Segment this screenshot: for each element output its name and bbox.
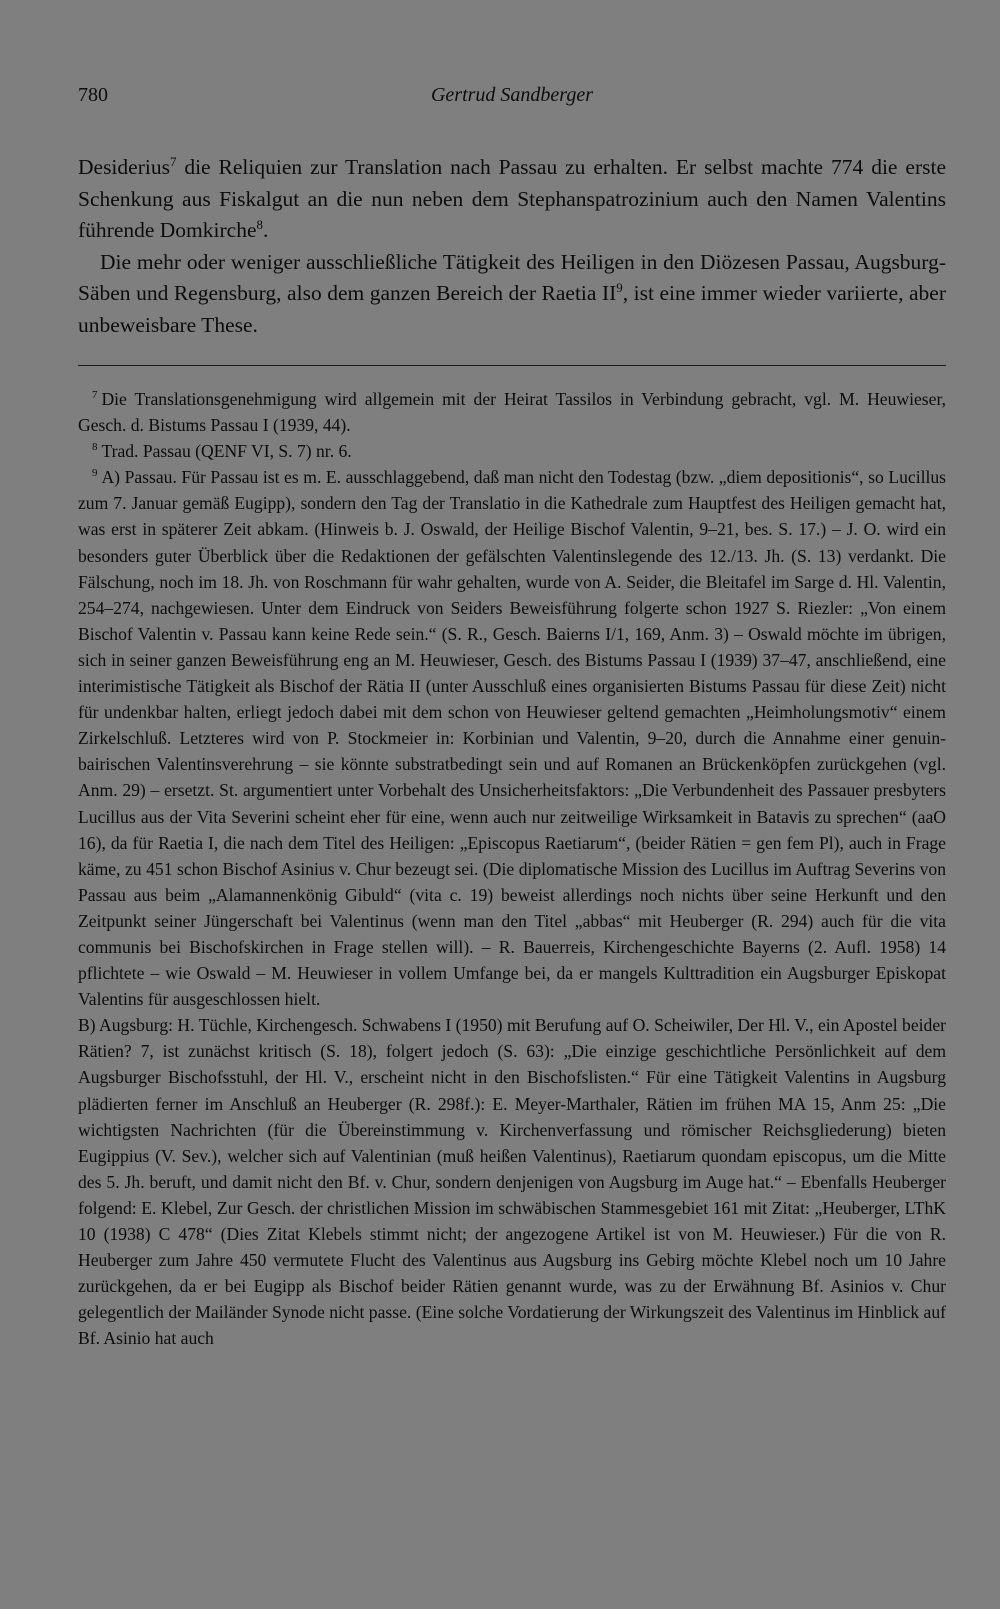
footnote-separator <box>78 365 946 366</box>
footnote-8 <box>78 438 946 464</box>
footnote-text: B) Augsburg: H. Tüchle, Kirchengesch. Schwabens I (1950) mit Berufung auf O. Scheiwiler, Der Hl. V., ein Apostel beider Rätien? 7, ist zunächst kritisch (S. 18), folgert jedoch (S. 63): „Die einzige geschichtliche Persönlichkeit auf dem Augsburger Bischofsstuhl, der Hl. V., erscheint nicht in den Bischofslisten.“ Für eine Tätigkeit Valentins in Augsburg plädierten ferner im Anschluß an Heuberger (R. 298f.): E. Meyer-Marthaler, Rätien im frühen MA 15, Anm 25: „Die wichtigsten Nachrichten (für die Übereinstimmung v. Kirchenverfassung und römischer Reichsgliederung) bieten Eugippius (V. Sev.), welcher sich auf Valentinian (muß heißen Valentinus), Raetiarum quondam episcopus, um die Mitte des 5. Jh. beruft, und damit nicht den Bf. v. Chur, sondern denjenigen von Augsburg im Auge hat.“ – Ebenfalls Heuberger folgend: E. Klebel, Zur Gesch. der christlichen Mission im schwäbischen Stammesgebiet 161 mit Zitat: „Heuberger, LThK 10 (1938) C 478“ (Dies Zitat Klebels stimmt nicht; der angezogene Artikel ist von M. Heuwieser.) Für die von R. Heuberger zum Jahre 450 vermutete Flucht des Valentinus aus Augsburg ins Gebirg möchte Klebel noch um 10 Jahre zurückgehen, da er bei Eugipp als Bischof beider Rätien genannt wurde, was zu der Erwähnung Bf. Asinios v. Chur gelegentlich der Mailänder Synode nicht passe. (Eine solche Vordatierung der Wirkungszeit des Valentinus im Hinblick auf Bf. Asinio hat auch <box>78 1015 946 1349</box>
footnote-9-continuation <box>78 1012 946 1351</box>
footnote-text: A) Passau. Für Passau ist es m. E. ausschlaggebend, daß man nicht den Todestag (bzw. „diem depositionis“, so Lucillus zum 7. Januar gemäß Eugipp), sondern den Tag der Translatio in die Kathedrale zum Hauptfest des Heiligen gemacht hat, was erst in späterer Zeit abkam. (Hinweis b. J. Oswald, der Heilige Bischof Valentin, 9–21, bes. S. 17.) – J. O. wird ein besonders guter Überblick über die Redaktionen der gefälschten Valentinslegende des 12./13. Jh. (S. 13) verdankt. Die Fälschung, noch im 18. Jh. von Roschmann für wahr gehalten, wurde von A. Seider, die Bleitafel im Sarge d. Hl. Valentin, 254–274, nachgewiesen. Unter dem Eindruck von Seiders Beweisführung folgerte schon 1927 S. Riezler: „Von einem Bischof Valentin v. Passau kann keine Rede sein.“ (S. R., Gesch. Baierns I/1, 169, Anm. 3) – Oswald möchte im übrigen, sich in seiner ganzen Beweisführung eng an M. Heuwieser, Gesch. des Bistums Passau I (1939) 37–47, anschließend, eine interimistische Tätigkeit als Bischof der Rätia II (unter Ausschluß eines organisierten Bistums Passau für diese Zeit) nicht für undenkbar halten, erliegt jedoch dabei mit dem schon von Heuwieser geltend gemachten „Heimholungsmotiv“ einem Zirkelschluß. Letzteres wird von P. Stockmeier in: Korbinian und Valentin, 9–20, durch die Annahme einer genuin-bairischen Valentinsverehrung – sie könnte substratbedingt sein und auf Romanen an Brückenköpfen zurückgehen (vgl. Anm. 29) – ersetzt. St. argumentiert unter Vorbehalt des Unsicherheitsfaktors: „Die Verbundenheit des Passauer presbyters Lucillus aus der Vita Severini scheint eher für eine, wenn auch nur zeitweilige Wirksamkeit in Batavis zu sprechen“ (aaO 16), da für Raetia I, die nach dem Titel des Heiligen: „Episcopus Raetiarum“, (beider Rätien = gen fem Pl), auch in Frage käme, zu 451 schon Bischof Asinius v. Chur bezeugt sei. (Die diplomatische Mission des Lucillus im Auftrag Severins von Passau aus beim „Alamannenkönig Gibuld“ (vita c. 19) beweist allerdings noch nichts über seine Herkunft und den Zeitpunkt seiner Jüngerschaft bei Valentinus (wenn man den Titel „abbas“ mit Heuberger (R. 294) auch für die vita communis bei Bischofskirchen in Frage stellen will). – R. Bauerreis, Kirchengeschichte Bayerns (2. Aufl. 1958) 14 pflichtete – wie Oswald – M. Heuwieser in vollem Umfange bei, da er mangels Kulttradition ein Augsburger Episkopat Valentins für ausgeschlossen hielt. <box>78 467 946 1010</box>
running-head <box>78 84 946 114</box>
footnote-number: 9 <box>92 467 98 480</box>
footnote-9 <box>78 464 946 1012</box>
text-run: Desiderius <box>78 155 170 179</box>
paragraph <box>78 247 946 342</box>
text-run: die Reliquien zur Translation nach Passau zu erhalten. Er selbst machte 774 die erste Schenkung aus Fiskalgut an die nun neben dem Stephanspatrozinium auch den Namen Valentins führende Domkirche <box>78 155 946 242</box>
paragraph <box>78 152 946 247</box>
text-run: Die mehr oder weniger ausschließliche Tätigkeit des Heiligen in den Diözesen Passau, Augsburg-Säben und Regensburg, also dem ganzen Bereich der Raetia II <box>78 249 946 305</box>
page-number: 780 <box>78 84 108 106</box>
text-run: . <box>262 218 269 242</box>
footnote-reference: 9 <box>616 280 623 295</box>
footnote-reference: 7 <box>169 154 177 169</box>
footnote-reference: 8 <box>256 217 263 232</box>
footnote-7 <box>78 386 946 438</box>
footnote-text: Trad. Passau (QENF VI, S. 7) nr. 6. <box>101 441 352 462</box>
running-title: Gertrud Sandberger <box>430 84 594 106</box>
footnote-number: 8 <box>92 441 98 454</box>
text-run: , ist eine immer wieder variierte, aber unbeweisbare These. <box>78 281 946 337</box>
footnotes <box>78 386 946 1351</box>
main-text <box>78 152 946 341</box>
footnote-number: 7 <box>92 389 98 402</box>
footnote-text: Die Translationsgenehmigung wird allgemein mit der Heirat Tassilos in Verbindung gebracht, vgl. M. Heuwieser, Gesch. d. Bistums Passau I (1939, 44). <box>78 389 946 436</box>
